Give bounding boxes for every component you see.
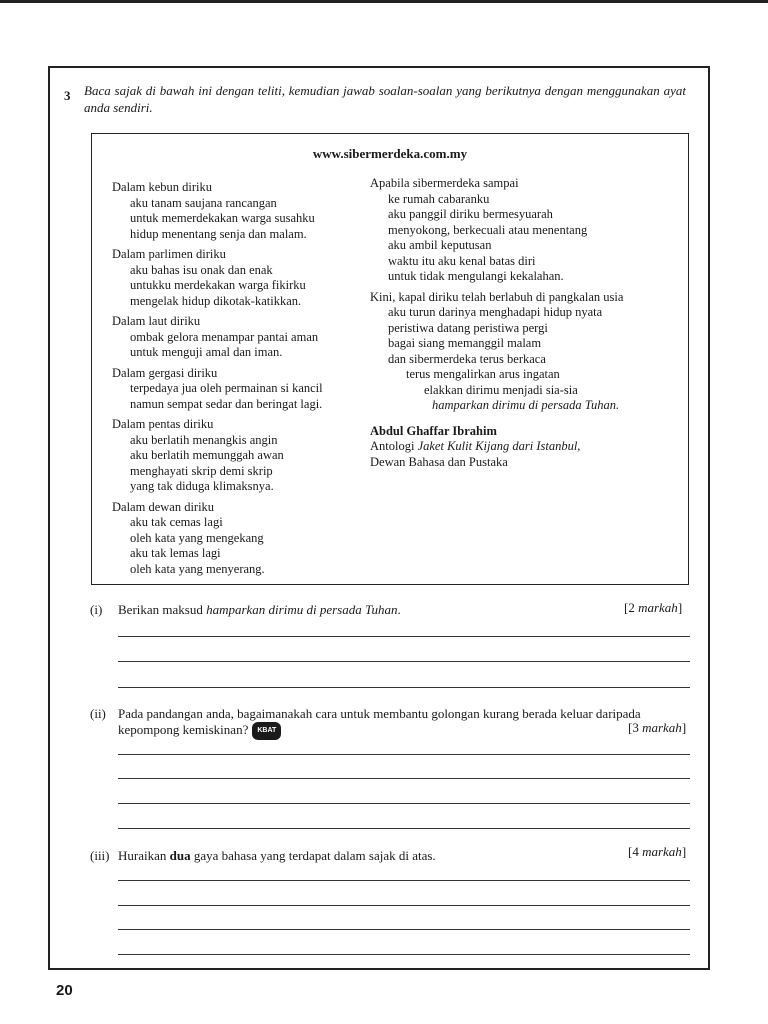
poem-box: [91, 133, 689, 585]
marks-word: markah: [638, 600, 678, 615]
poem-line: aku panggil diriku bermesyuarah: [388, 207, 553, 221]
poem-right-column: [370, 176, 680, 470]
poem-stanza: [112, 247, 382, 309]
poem-line: aku berlatih menangkis angin: [130, 432, 278, 447]
poem-line: terpedaya jua oleh permainan si kancil: [130, 381, 323, 395]
subquestion-line: [118, 722, 692, 740]
poem-line: Dalam parlimen diriku: [112, 247, 226, 261]
marks-bracket: ]: [681, 844, 687, 859]
poem-line: Dalam kebun diriku: [112, 180, 212, 194]
poem-line: aku tak cemas lagi: [130, 515, 223, 529]
poem-line: aku bahas isu onak dan enak: [130, 262, 273, 277]
poem-stanza: [370, 290, 680, 414]
poem-line: menghayati skrip demi skrip: [130, 463, 273, 478]
marks-bracket: ]: [677, 600, 683, 615]
poem-line: bagai siang memanggil malam: [388, 336, 542, 350]
poem-line: elakkan dirimu menjadi sia-sia: [424, 382, 578, 397]
poem-line: aku berlatih memunggah awan: [130, 448, 284, 462]
poem-line: Kini, kapal diriku telah berlabuh di pangkalan usia: [370, 289, 624, 304]
source-suffix: ,: [577, 439, 581, 453]
answer-line[interactable]: [118, 754, 690, 755]
subquestion-ii: [90, 706, 690, 740]
poem-line: aku ambil keputusan: [388, 238, 492, 252]
poem-line: aku tanam saujana rancangan: [130, 195, 277, 210]
subquestion-line: Pada pandangan anda, bagaimanakah cara untuk membantu golongan kurang berada keluar daripada: [118, 706, 641, 721]
text-part: kepompong kemiskinan?: [118, 722, 249, 737]
subquestion-i: [90, 602, 690, 620]
poem-stanza: [112, 366, 382, 413]
answer-line[interactable]: [118, 636, 690, 637]
answer-line[interactable]: [118, 778, 690, 779]
poem-line: Dalam dewan diriku: [112, 499, 215, 514]
marks-number: [4: [628, 844, 643, 859]
poem-left-column: [112, 180, 382, 582]
marks-word: markah: [642, 720, 682, 735]
text-bold-part: dua: [169, 848, 191, 863]
poem-line: oleh kata yang menyerang.: [130, 561, 265, 576]
text-part: .: [397, 602, 401, 617]
answer-line[interactable]: [118, 929, 690, 930]
poem-line: hidup menentang senja dan malam.: [130, 226, 307, 241]
answer-line[interactable]: [118, 661, 690, 662]
poem-line: aku turun darinya menghadapi hidup nyata: [388, 305, 603, 319]
poem-line: untuk memerdekakan warga susahku: [130, 211, 315, 225]
poem-line: mengelak hidup dikotak-katikkan.: [130, 293, 302, 308]
subquestion-iii: [90, 848, 690, 866]
poem-line: Dalam laut diriku: [112, 314, 201, 328]
answer-line[interactable]: [118, 803, 690, 804]
poem-line: Dalam pentas diriku: [112, 417, 214, 431]
poem-line: untuk menguji amal dan iman.: [130, 345, 283, 359]
subquestion-number: (ii): [90, 706, 106, 721]
marks-bracket: ]: [681, 720, 687, 735]
marks-label: [624, 600, 682, 616]
poem-line: terus mengalirkan arus ingatan: [406, 367, 560, 381]
poem-publisher: Dewan Bahasa dan Pustaka: [370, 454, 508, 469]
marks-label: [628, 844, 686, 860]
source-prefix: Antologi: [370, 439, 418, 453]
page-number: 20: [56, 982, 73, 999]
marks-word: markah: [642, 844, 682, 859]
poem-line: ombak gelora menampar pantai aman: [130, 329, 319, 344]
kbat-badge: KBAT: [252, 722, 281, 740]
poem-line: Dalam gergasi diriku: [112, 365, 218, 380]
text-italic-part: hamparkan dirimu di persada Tuhan: [206, 602, 398, 617]
poem-author: Abdul Ghaffar Ibrahim: [370, 423, 497, 438]
poem-stanza: [112, 180, 382, 242]
subquestion-text: [118, 848, 436, 864]
answer-line[interactable]: [118, 954, 690, 955]
poem-line: dan sibermerdeka terus berkaca: [388, 351, 546, 366]
poem-stanza: [112, 314, 382, 361]
poem-line: yang tak diduga klimaksnya.: [130, 479, 274, 493]
poem-line: oleh kata yang mengekang: [130, 530, 264, 545]
poem-source: [370, 439, 680, 455]
poem-line: untukku merdekakan warga fikirku: [130, 278, 306, 292]
text-part: Huraikan: [118, 848, 170, 863]
subquestion-number: (i): [90, 602, 103, 617]
poem-line: aku tak lemas lagi: [130, 546, 221, 560]
marks-number: [3: [628, 720, 643, 735]
answer-line[interactable]: [118, 880, 690, 881]
top-rule: [0, 0, 768, 3]
poem-line: namun sempat sedar dan beringat lagi.: [130, 396, 323, 411]
poem-stanza: [112, 500, 382, 578]
question-instruction: Baca sajak di bawah ini dengan teliti, kemudian jawab soalan-soalan yang berikutnya dengan menggunakan ayat anda sendiri.: [84, 83, 686, 115]
question-number: 3: [64, 88, 71, 103]
poem-stanza: [112, 417, 382, 495]
text-part: Berikan maksud: [118, 602, 207, 617]
subquestion-number: (iii): [90, 848, 110, 863]
subquestion-text: [118, 602, 401, 618]
poem-line: ke rumah cabaranku: [388, 191, 490, 206]
poem-title-url: www.sibermerdeka.com.my: [312, 146, 468, 161]
poem-line: untuk tidak mengulangi kekalahan.: [388, 269, 564, 283]
marks-number: [2: [624, 600, 639, 615]
answer-line[interactable]: [118, 828, 690, 829]
source-title: Jaket Kulit Kijang dari Istanbul: [417, 439, 578, 453]
answer-line[interactable]: [118, 687, 690, 688]
poem-line: peristiwa datang peristiwa pergi: [388, 320, 548, 335]
marks-label: [628, 720, 686, 736]
poem-line: menyokong, berkecuali atau menentang: [388, 222, 588, 237]
answer-line[interactable]: [118, 905, 690, 906]
poem-line: waktu itu aku kenal batas diri: [388, 253, 536, 268]
text-part: gaya bahasa yang terdapat dalam sajak di atas.: [190, 848, 436, 863]
subquestion-text: [118, 706, 692, 740]
poem-line: Apabila sibermerdeka sampai: [370, 176, 519, 190]
poem-stanza: [370, 176, 680, 285]
poem-line: hamparkan dirimu di persada Tuhan.: [432, 398, 620, 412]
